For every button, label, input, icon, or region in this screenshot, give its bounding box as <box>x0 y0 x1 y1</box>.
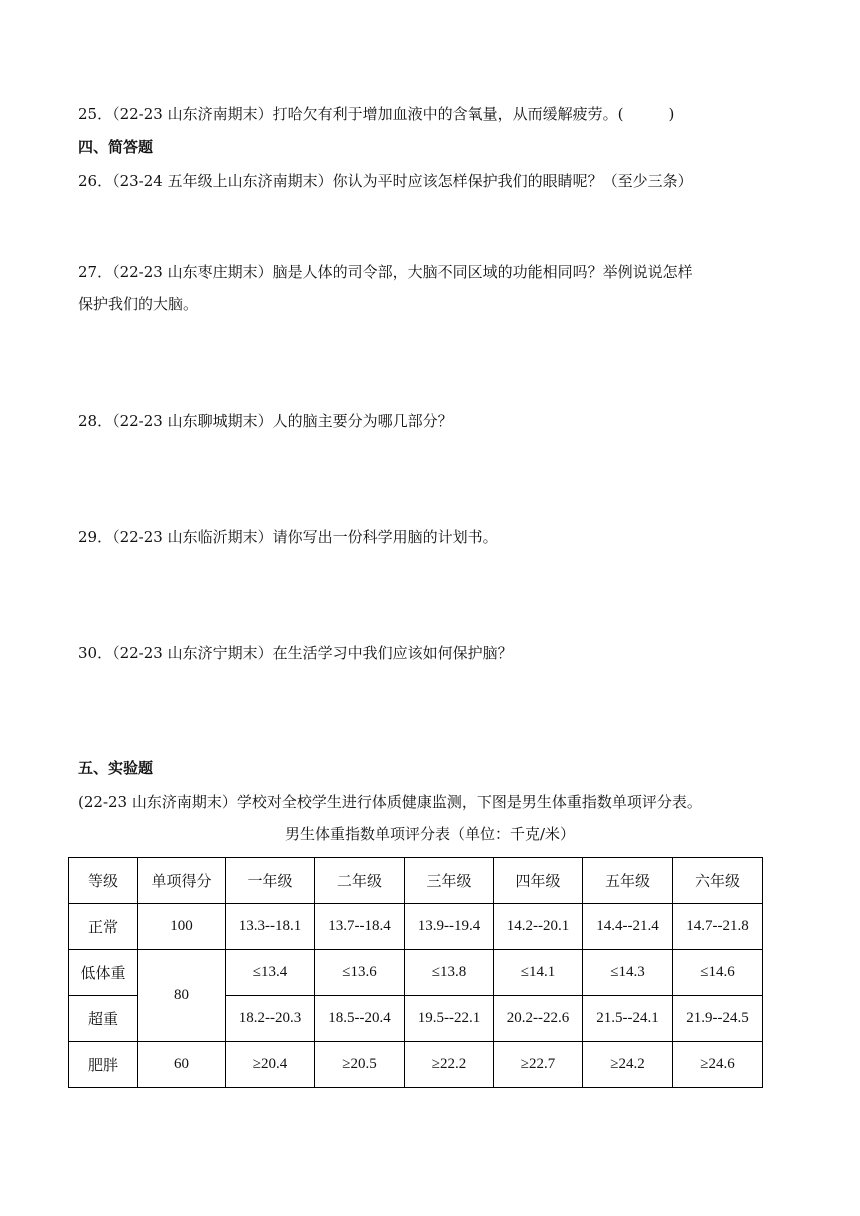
table-row-normal <box>69 904 763 950</box>
question-25: 25．（22-23 山东济南期末）打哈欠有利于增加血液中的含氧量，从而缓解疲劳。( ) <box>78 105 675 123</box>
header-cell: 四年级 <box>494 858 583 904</box>
value-cell: ≤14.1 <box>494 950 583 996</box>
score-cell: 80 <box>138 950 226 1042</box>
value-cell: 14.4--21.4 <box>583 904 673 950</box>
value-cell: 19.5--22.1 <box>405 996 494 1042</box>
experiment-intro: (22-23 山东济南期末）学校对全校学生进行体质健康监测，下图是男生体重指数单项评分表。 <box>78 793 702 811</box>
value-cell: ≥22.2 <box>405 1042 494 1088</box>
value-cell: 21.9--24.5 <box>673 996 763 1042</box>
question-27-line2: 保护我们的大脑。 <box>78 295 199 313</box>
header-cell: 单项得分 <box>138 858 226 904</box>
bmi-score-table <box>68 857 763 1088</box>
header-cell: 一年级 <box>226 858 315 904</box>
section-heading-short-answer: 四、简答题 <box>78 138 154 156</box>
header-cell: 六年级 <box>673 858 763 904</box>
score-cell: 60 <box>138 1042 226 1088</box>
value-cell: 13.9--19.4 <box>405 904 494 950</box>
value-cell: 18.5--20.4 <box>315 996 405 1042</box>
value-cell: ≥20.5 <box>315 1042 405 1088</box>
value-cell: ≤14.3 <box>583 950 673 996</box>
value-cell: ≤13.4 <box>226 950 315 996</box>
question-29: 29．（22-23 山东临沂期末）请你写出一份科学用脑的计划书。 <box>78 528 498 546</box>
value-cell: ≤13.8 <box>405 950 494 996</box>
value-cell: ≥24.2 <box>583 1042 673 1088</box>
value-cell: 13.7--18.4 <box>315 904 405 950</box>
table-caption: 男生体重指数单项评分表（单位：千克/米） <box>284 825 576 843</box>
value-cell: 13.3--18.1 <box>226 904 315 950</box>
question-30: 30．（22-23 山东济宁期末）在生活学习中我们应该如何保护脑？ <box>78 644 513 662</box>
header-cell: 二年级 <box>315 858 405 904</box>
level-cell: 低体重 <box>69 950 138 996</box>
value-cell: ≥20.4 <box>226 1042 315 1088</box>
question-27-line1: 27．（22-23 山东枣庄期末）脑是人体的司令部，大脑不同区域的功能相同吗？举例说说怎样 <box>78 263 693 281</box>
table-row-underweight <box>69 950 763 996</box>
header-cell: 三年级 <box>405 858 494 904</box>
level-cell: 正常 <box>69 904 138 950</box>
table-header-row <box>69 858 763 904</box>
question-28: 28．（22-23 山东聊城期末）人的脑主要分为哪几部分？ <box>78 412 453 430</box>
value-cell: 20.2--22.6 <box>494 996 583 1042</box>
value-cell: ≤14.6 <box>673 950 763 996</box>
table-row-obese <box>69 1042 763 1088</box>
value-cell: ≤13.6 <box>315 950 405 996</box>
score-cell: 100 <box>138 904 226 950</box>
header-cell: 五年级 <box>583 858 673 904</box>
header-cell: 等级 <box>69 858 138 904</box>
level-cell: 肥胖 <box>69 1042 138 1088</box>
question-26: 26．（23-24 五年级上山东济南期末）你认为平时应该怎样保护我们的眼睛呢？（至少三条） <box>78 172 693 190</box>
value-cell: ≥22.7 <box>494 1042 583 1088</box>
value-cell: 18.2--20.3 <box>226 996 315 1042</box>
value-cell: 14.7--21.8 <box>673 904 763 950</box>
value-cell: ≥24.6 <box>673 1042 763 1088</box>
value-cell: 14.2--20.1 <box>494 904 583 950</box>
section-heading-experiment: 五、实验题 <box>78 759 154 777</box>
level-cell: 超重 <box>69 996 138 1042</box>
value-cell: 21.5--24.1 <box>583 996 673 1042</box>
